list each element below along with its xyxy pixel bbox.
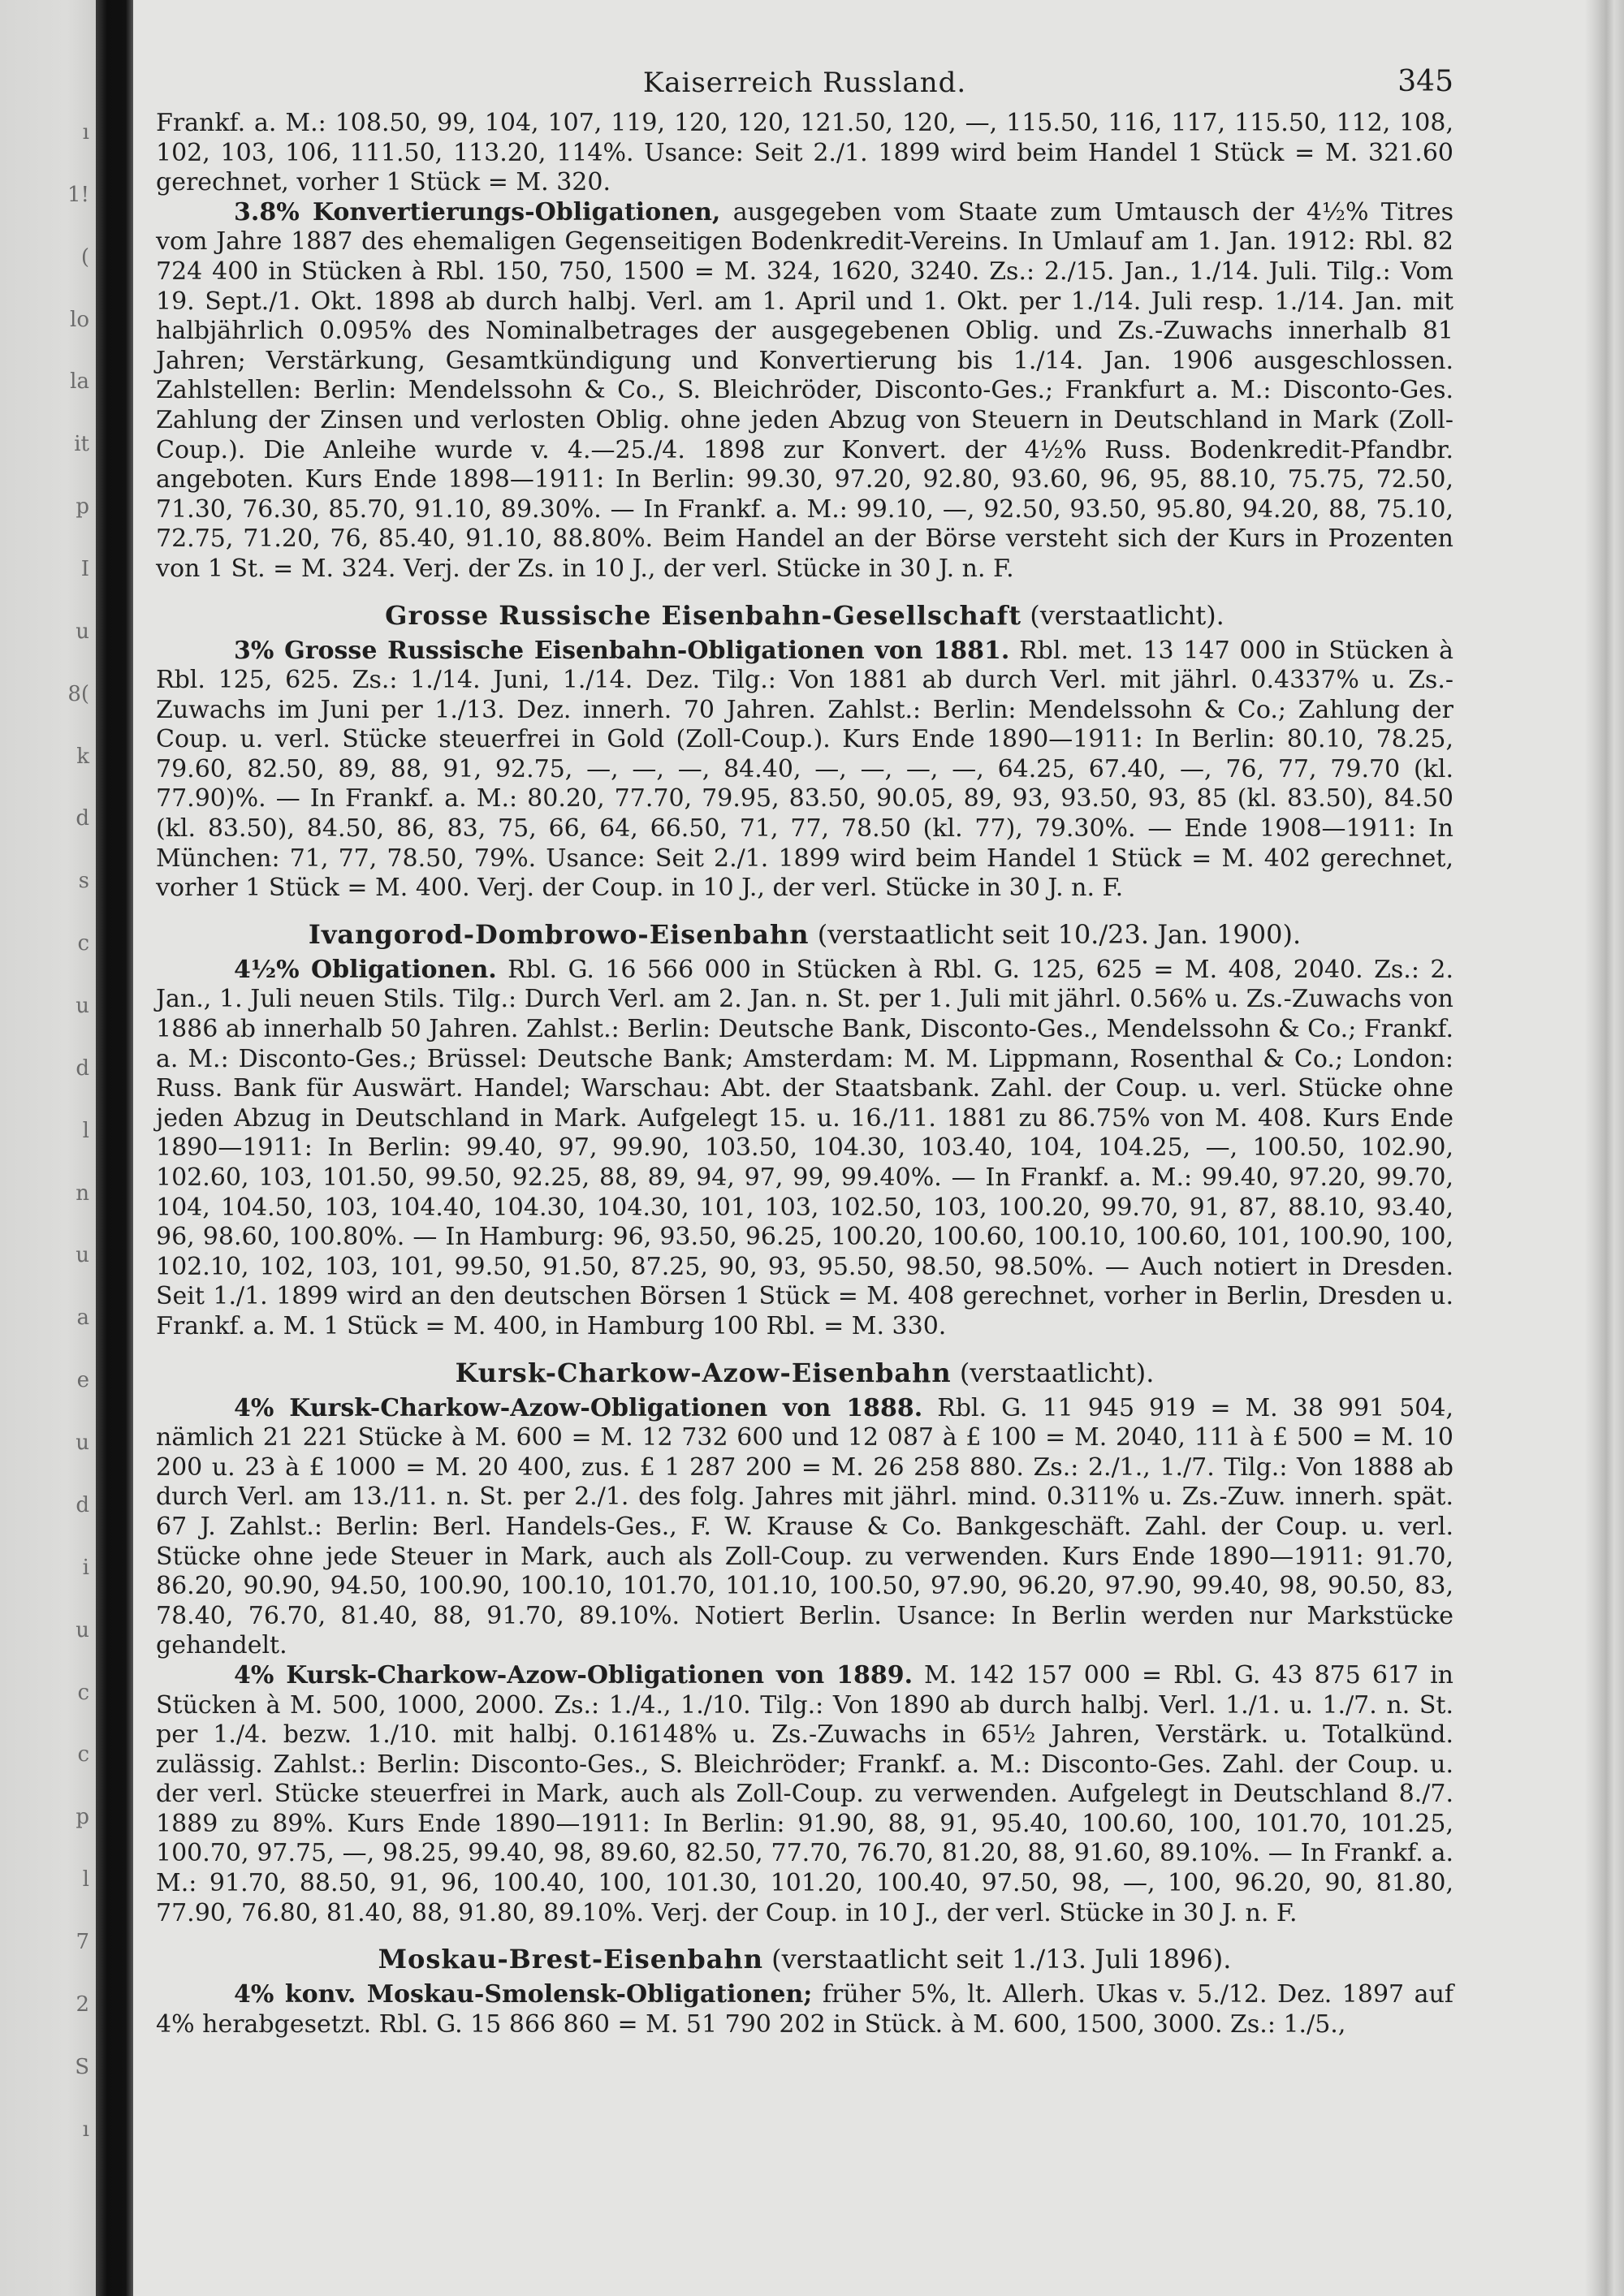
bond-entry-text: Frankf. a. M.: 108.50, 99, 104, 107, 119, 120, 120, 121.50, 120, —, 115.50, 116, 117, 115.50, 112, 108, 102, 103, 106, 111.50, 113.20, 114%. Usance: Seit 2./1. 1899 wird beim Handel 1 Stück = M. 321.60 gerechnet, vorher 1 Stück = M. 320.	[156, 109, 1453, 197]
bond-entry-text: ausgegeben vom Staate zum Umtausch der 4½% Titres vom Jahre 1887 des ehemaligen Gegenseitigen Bodenkredit-Vereins. In Umlauf am 1. Jan. 1912: Rbl. 82 724 400 in Stücken à Rbl. 150, 750, 1500 = M. 324, 1620, 3240. Zs.: 2./15. Jan., 1./14. Juli. Tilg.: Vom 19. Sept./1. Okt. 1898 ab durch halbj. Verl. am 1. April und 1. Okt. per 1./14. Juli resp. 1./14. Jan. mit halbjährlich 0.095% des Nominalbetrages der ausgegebenen Oblig. und Zs.-Zuwachs innerhalb 81 Jahren; Verstärkung, Gesamtkündigung und Konvertierung bis 1./14. Jan. 1906 ausgeschlossen. Zahlstellen: Berlin: Mendelssohn & Co., S. Bleichröder, Disconto-Ges.; Frankfurt a. M.: Disconto-Ges. Zahlung der Zinsen und verlosten Oblig. ohne jeden Abzug von Steuern in Deutschland in Mark (Zoll-Coup.). Die Anleihe wurde v. 4.—25./4. 1898 zur Konvert. der 4½% Russ. Bodenkredit-Pfandbr. angeboten. Kurs Ende 1898—1911: In Berlin: 99.30, 97.20, 92.80, 93.60, 96, 95, 88.10, 75.75, 72.50, 71.30, 76.30, 85.70, 91.10, 89.30%. — In Frankf. a. M.: 99.10, —, 92.50, 93.50, 95.80, 94.20, 88, 75.10, 72.75, 71.20, 76, 85.40, 91.10, 88.80%. Beim Handel an der Börse versteht sich der Kurs in Prozenten von 1 St. = M. 324. Verj. der Zs. in 10 J., der verl. Stücke in 30 J. n. F.	[156, 197, 1454, 583]
adjacent-page-fragment: c	[77, 1680, 89, 1705]
section-heading	[156, 1357, 1453, 1389]
page-number: 345	[1397, 65, 1453, 98]
bond-entry-text: Rbl. G. 11 945 919 = M. 38 991 504, nämlich 21 221 Stücke à M. 600 = M. 12 732 600 und 12 087 à £ 100 = M. 2040, 111 à £ 500 = M. 10 200 u. 23 à £ 1000 = M. 20 400, zus. £ 1 287 200 = M. 26 258 880. Zs.: 2./1., 1./7. Tilg.: Von 1888 ab durch Verl. am 13./11. n. St. per 2./1. des folg. Jahres mit jährl. mind. 0.311% u. Zs.-Zuw. innerh. spät. 67 J. Zahlst.: Berlin: Berl. Handels-Ges., F. W. Krause & Co. Bankgeschäft. Zahl. der Coup. u. verl. Stücke ohne jede Steuer in Mark, auch als Zoll-Coup. zu verwenden. Kurs Ende 1890—1911: 91.70, 86.20, 90.90, 94.50, 100.90, 100.10, 101.70, 101.10, 100.50, 97.90, 96.20, 97.90, 99.40, 98, 90.50, 83, 78.40, 76.70, 81.40, 88, 91.70, 89.10%. Notiert Berlin. Usance: In Berlin werden nur Markstücke gehandelt.	[156, 1393, 1453, 1660]
adjacent-page-fragment: ı	[82, 120, 89, 145]
adjacent-page-fragment: c	[77, 1742, 89, 1767]
book-spine-shadow	[96, 0, 133, 2296]
body-text	[156, 109, 1453, 2039]
adjacent-page-fragment: ı	[82, 2117, 89, 2142]
bond-entry-title: 4% Kursk-Charkow-Azow-Obligationen von 1888.	[234, 1393, 923, 1422]
section-heading-title: Ivangorod-Dombrowo-Eisenbahn	[308, 918, 810, 950]
bond-entry-title: 4% Kursk-Charkow-Azow-Obligationen von 1889.	[234, 1660, 914, 1690]
adjacent-page-fragment: 8(	[67, 681, 89, 706]
adjacent-page-fragment: d	[76, 1055, 89, 1081]
adjacent-page-fragment: I	[80, 557, 89, 582]
adjacent-page-fragment: p	[76, 494, 89, 520]
bond-entry-title: 3.8% Konvertierungs-Obligationen,	[234, 197, 721, 227]
adjacent-page-fragment: u	[76, 994, 89, 1019]
bond-entry-paragraph	[156, 637, 1453, 904]
adjacent-page-fragment: n	[76, 1180, 89, 1206]
bond-entry-text: früher 5%, lt. Allerh. Ukas v. 5./12. Dez. 1897 auf 4% herabgesetzt. Rbl. G. 15 866 860 = M. 51 790 202 in Stück. à M. 600, 1500, 3000. Zs.: 1./5.,	[156, 1980, 1453, 2039]
adjacent-page-fragment: lo	[70, 307, 89, 332]
bond-entry-text: M. 142 157 000 = Rbl. G. 43 875 617 in Stücken à M. 500, 1000, 2000. Zs.: 1./4., 1./10. Tilg.: Von 1890 ab durch halbj. Verl. 1./1. u. 1./7. n. St. per 1./4. bezw. 1./10. mit halbj. 0.16148% u. Zs.-Zuwachs in 65½ Jahren, Verstärk. u. Totalkünd. zulässig. Zahlst.: Berlin: Disconto-Ges., S. Bleichröder; Frankf. a. M.: Disconto-Ges. Zahl. der Coup. u. der verl. Stücke steuerfrei in Mark, auch als Zoll-Coup. zu verwenden. Aufgelegt in Deutschland 8./7. 1889 zu 89%. Kurs Ende 1890—1911: In Berlin: 91.90, 88, 91, 95.40, 100.60, 100, 101.70, 101.25, 100.70, 97.75, —, 98.25, 99.40, 98, 89.60, 82.50, 77.70, 76.70, 81.20, 88, 91.60, 89.10%. — In Frankf. a. M.: 91.70, 88.50, 91, 96, 100.40, 100, 101.30, 101.20, 100.40, 97.50, 98, —, 100, 96.20, 90, 81.80, 77.90, 76.80, 81.40, 88, 91.80, 89.10%. Verj. der Coup. in 10 J., der verl. Stücke in 30 J. n. F.	[156, 1660, 1453, 1927]
adjacent-page-fragment: p	[76, 1805, 89, 1830]
adjacent-page-fragment: it	[74, 432, 89, 457]
page-edge-shadow	[1585, 0, 1624, 2296]
bond-entry-paragraph	[156, 1661, 1453, 1928]
bond-entry-paragraph	[156, 956, 1453, 1342]
running-head	[156, 58, 1453, 107]
bond-entry-paragraph	[156, 1980, 1453, 2039]
bond-entry-text: Rbl. met. 13 147 000 in Stücken à Rbl. 125, 625. Zs.: 1./14. Juni, 1./14. Dez. Tilg.: Von 1881 ab durch Verl. mit jährl. 0.4337% u. Zs.-Zuwachs im Juni per 1./13. Dez. innerh. 70 Jahren. Zahlst.: Berlin: Mendelssohn & Co.; Zahlung der Coup. u. verl. Stücke steuerfrei in Gold (Zoll-Coup.). Kurs Ende 1890—1911: In Berlin: 80.10, 78.25, 79.60, 82.50, 89, 88, 91, 92.75, —, —, —, 84.40, —, —, —, —, 64.25, 67.40, —, 76, 77, 79.70 (kl. 77.90)%. — In Frankf. a. M.: 80.20, 77.70, 79.95, 83.50, 90.05, 89, 93, 93.50, 93, 85 (kl. 83.50), 84.50 (kl. 83.50), 84.50, 86, 83, 75, 66, 64, 66.50, 71, 77, 78.50 (kl. 77), 79.30%. — Ende 1908—1911: In München: 71, 77, 78.50, 79%. Usance: Seit 2./1. 1899 wird beim Handel 1 Stück = M. 402 gerechnet, vorher 1 Stück = M. 400. Verj. der Coup. in 10 J., der verl. Stücke in 30 J. n. F.	[156, 636, 1453, 903]
document-page	[156, 58, 1453, 2039]
section-heading-note: (verstaatlicht seit 10./23. Jan. 1900).	[809, 918, 1302, 950]
section-heading-note: (verstaatlicht).	[951, 1357, 1155, 1388]
bond-entry-text: Rbl. G. 16 566 000 in Stücken à Rbl. G. 125, 625 = M. 408, 2040. Zs.: 2. Jan., 1. Juli neuen Stils. Tilg.: Durch Verl. am 2. Jan. n. St. per 1. Juli mit jährl. 0.56% u. Zs.-Zuwachs von 1886 ab innerhalb 50 Jahren. Zahlst.: Berlin: Deutsche Bank, Disconto-Ges., Mendelssohn & Co.; Frankf. a. M.: Disconto-Ges.; Brüssel: Deutsche Bank; Amsterdam: M. M. Lippmann, Rosenthal & Co.; London: Russ. Bank für Auswärt. Handel; Warschau: Abt. der Staatsbank. Zahl. der Coup. u. verl. Stücke ohne jeden Abzug in Deutschland in Mark. Aufgelegt 15. u. 16./11. 1881 zu 86.75% von M. 408. Kurs Ende 1890—1911: In Berlin: 99.40, 97, 99.90, 103.50, 104.30, 103.40, 104, 104.25, —, 100.50, 102.90, 102.60, 103, 101.50, 99.50, 92.25, 88, 89, 94, 97, 99, 99.40%. — In Frankf. a. M.: 99.40, 97.20, 99.70, 104, 104.50, 103, 104.40, 104.30, 104.30, 101, 103, 102.50, 103, 100.20, 99.70, 91, 87, 88.10, 93.40, 96, 98.60, 100.80%. — In Hamburg: 96, 93.50, 96.25, 100.20, 100.60, 100.10, 100.60, 101, 100.90, 100, 102.10, 102, 103, 101, 99.50, 91.50, 87.25, 90, 93, 95.50, 98.50, 98.50%. — Auch notiert in Dresden. Seit 1./1. 1899 wird an den deutschen Börsen 1 Stück = M. 408 gerechnet, vorher in Berlin, Dresden u. Frankf. a. M. 1 Stück = M. 400, in Hamburg 100 Rbl. = M. 330.	[156, 955, 1453, 1340]
adjacent-page-fragment: 1!	[67, 182, 89, 207]
adjacent-page-fragment: la	[70, 369, 89, 395]
adjacent-page-fragment: i	[82, 1555, 89, 1580]
adjacent-page-fragment: (	[80, 244, 89, 270]
adjacent-page-fragment: l	[82, 1118, 89, 1143]
section-heading-title: Grosse Russische Eisenbahn-Gesellschaft	[385, 599, 1022, 631]
adjacent-page-fragment: a	[76, 1306, 89, 1331]
adjacent-page-fragment: l	[82, 1867, 89, 1892]
adjacent-page-fragment: u	[76, 1617, 89, 1642]
bond-entry-paragraph	[156, 198, 1453, 585]
section-heading-title: Moskau-Brest-Eisenbahn	[378, 1944, 763, 1975]
adjacent-page-fragment: S	[75, 2054, 89, 2079]
adjacent-page-fragment: u	[76, 1431, 89, 1456]
adjacent-page-fragment: u	[76, 1243, 89, 1268]
bond-entry-title: 4% konv. Moskau-Smolensk-Obligationen;	[234, 1980, 813, 2009]
section-heading	[156, 918, 1453, 951]
section-heading-note: (verstaatlicht seit 1./13. Juli 1896).	[762, 1944, 1232, 1975]
adjacent-page-fragment: k	[76, 744, 89, 769]
adjacent-page-fragment: d	[76, 1492, 89, 1517]
bond-entry-paragraph	[156, 1394, 1453, 1661]
section-heading	[156, 599, 1453, 632]
section-heading-title: Kursk-Charkow-Azow-Eisenbahn	[455, 1357, 952, 1388]
bond-entry-title: 4½% Obligationen.	[234, 955, 497, 984]
section-heading	[156, 1943, 1453, 1975]
running-head-title: Kaiserreich Russland.	[642, 67, 967, 99]
adjacent-page-fragment: e	[76, 1368, 89, 1393]
adjacent-page-fragment: 7	[76, 1929, 89, 1954]
section-heading-note: (verstaatlicht).	[1021, 599, 1224, 631]
adjacent-page-fragment: 2	[76, 1992, 89, 2017]
bond-entry-paragraph	[156, 109, 1453, 198]
adjacent-page-strip	[0, 0, 96, 2296]
adjacent-page-fragment: c	[77, 931, 89, 956]
bond-entry-title: 3% Grosse Russische Eisenbahn-Obligationen von 1881.	[234, 636, 1010, 665]
adjacent-page-fragment: d	[76, 806, 89, 831]
adjacent-page-fragment: s	[78, 869, 89, 894]
adjacent-page-fragment: u	[76, 619, 89, 644]
